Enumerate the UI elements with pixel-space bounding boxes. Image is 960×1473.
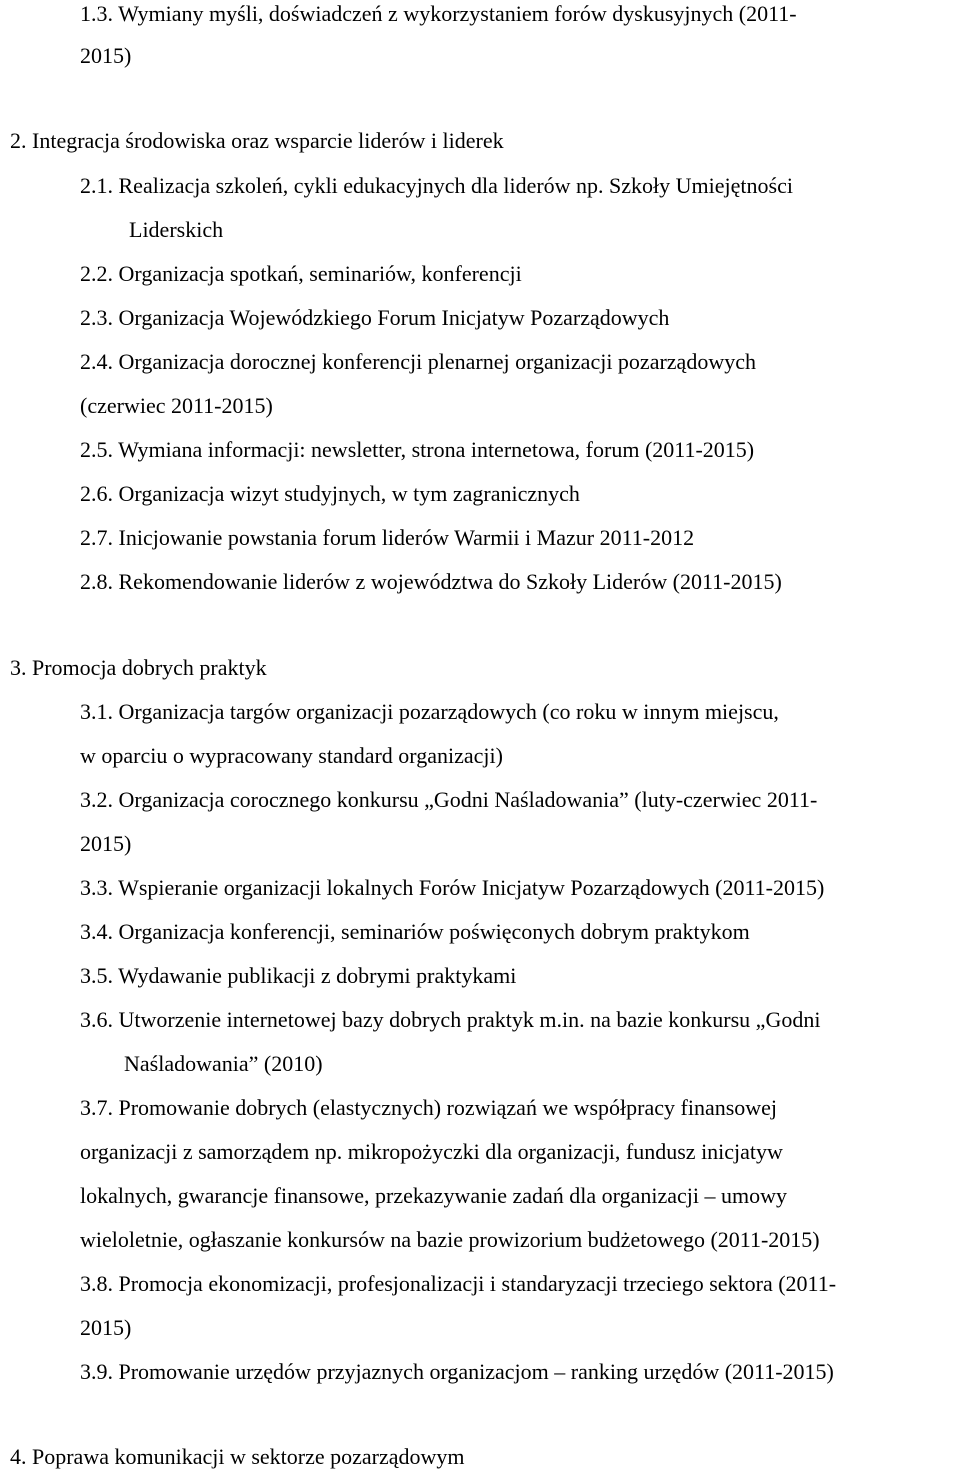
- item-1-3: 1.3. Wymiany myśli, doświadczeń z wykorzystaniem forów dyskusyjnych (2011-: [80, 1, 797, 26]
- item-2-6: 2.6. Organizacja wizyt studyjnych, w tym zagranicznych: [80, 481, 580, 506]
- item-3-7: 3.7. Promowanie dobrych (elastycznych) rozwiązań we współpracy finansowej: [80, 1095, 778, 1120]
- item-3-6: 3.6. Utworzenie internetowej bazy dobrych praktyk m.in. na bazie konkursu „Godni: [80, 1007, 821, 1032]
- item-3-2: 3.2. Organizacja corocznego konkursu „Godni Naśladowania” (luty-czerwiec 2011-: [80, 787, 818, 812]
- item-2-1-cont: Liderskich: [129, 217, 224, 242]
- item-2-2: 2.2. Organizacja spotkań, seminariów, konferencji: [80, 261, 522, 286]
- item-1-3-cont: 2015): [80, 43, 132, 68]
- item-3-4: 3.4. Organizacja konferencji, seminariów poświęconych dobrym praktykom: [80, 919, 750, 944]
- item-3-2-cont: 2015): [80, 831, 132, 856]
- item-3-1: 3.1. Organizacja targów organizacji pozarządowych (co roku w innym miejscu,: [80, 699, 779, 724]
- item-3-7-cont-3: wieloletnie, ogłaszanie konkursów na bazie prowizorium budżetowego (2011-2015): [80, 1227, 820, 1252]
- item-3-3: 3.3. Wspieranie organizacji lokalnych Forów Inicjatyw Pozarządowych (2011-2015): [80, 875, 825, 900]
- section-2-heading: 2. Integracja środowiska oraz wsparcie liderów i liderek: [10, 128, 504, 153]
- item-3-7-cont-1: organizacji z samorządem np. mikropożyczki dla organizacji, fundusz inicjatyw: [80, 1139, 783, 1164]
- item-2-4: 2.4. Organizacja dorocznej konferencji plenarnej organizacji pozarządowych: [80, 349, 756, 374]
- item-3-8-cont: 2015): [80, 1315, 132, 1340]
- item-2-5: 2.5. Wymiana informacji: newsletter, strona internetowa, forum (2011-2015): [80, 437, 755, 462]
- item-3-6-cont: Naśladowania” (2010): [124, 1051, 323, 1076]
- item-3-9: 3.9. Promowanie urzędów przyjaznych organizacjom – ranking urzędów (2011-2015): [80, 1359, 834, 1384]
- item-2-1: 2.1. Realizacja szkoleń, cykli edukacyjnych dla liderów np. Szkoły Umiejętności: [80, 173, 793, 198]
- item-3-7-cont-2: lokalnych, gwarancje finansowe, przekazywanie zadań dla organizacji – umowy: [80, 1183, 787, 1208]
- item-2-3: 2.3. Organizacja Wojewódzkiego Forum Inicjatyw Pozarządowych: [80, 305, 670, 330]
- item-2-7: 2.7. Inicjowanie powstania forum liderów Warmii i Mazur 2011-2012: [80, 525, 695, 550]
- section-4-heading: 4. Poprawa komunikacji w sektorze pozarządowym: [10, 1444, 465, 1469]
- section-3-heading: 3. Promocja dobrych praktyk: [10, 655, 267, 680]
- item-2-4-cont: (czerwiec 2011-2015): [80, 393, 273, 418]
- item-3-1-cont: w oparciu o wypracowany standard organizacji): [80, 743, 503, 768]
- item-2-8: 2.8. Rekomendowanie liderów z województwa do Szkoły Liderów (2011-2015): [80, 569, 782, 594]
- item-3-5: 3.5. Wydawanie publikacji z dobrymi praktykami: [80, 963, 517, 988]
- item-3-8: 3.8. Promocja ekonomizacji, profesjonalizacji i standaryzacji trzeciego sektora (2011-: [80, 1271, 837, 1296]
